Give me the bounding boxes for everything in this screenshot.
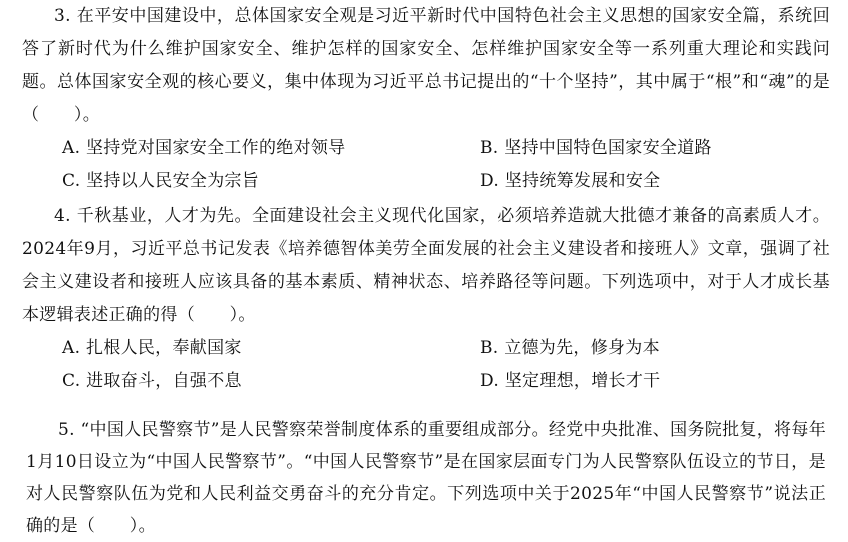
question-3-text: 3. 在平安中国建设中，总体国家安全观是习近平新时代中国特色社会主义思想的国家安全篇，系统回答了新时代为什么维护国家安全、维护怎样的国家安全、怎样维护国家安全等一系列重大理论和实践问题。总体国家安全观的核心要义，集中体现为习近平总书记提出的“十个坚持”，其中属于“根”和“魂”的是（ ）。 bbox=[22, 6, 830, 125]
option-c: C. 坚持以人民安全为宗旨 bbox=[62, 171, 260, 191]
option-a: A. 扎根人民，奉献国家 bbox=[62, 338, 242, 358]
question-4 bbox=[22, 200, 830, 398]
question-5 bbox=[26, 414, 826, 542]
question-3-options bbox=[22, 132, 830, 198]
option-d: D. 坚持统筹发展和安全 bbox=[480, 171, 661, 191]
option-d: D. 坚定理想，增长才干 bbox=[480, 371, 661, 391]
option-a: A. 坚持党对国家安全工作的绝对领导 bbox=[62, 138, 346, 158]
option-b: B. 立德为先，修身为本 bbox=[480, 338, 660, 358]
question-4-text: 4. 千秋基业，人才为先。全面建设社会主义现代化国家，必须培养造就大批德才兼备的高素质人才。2024年9月，习近平总书记发表《培养德智体美劳全面发展的社会主义建设者和接班人》文章，强调了社会主义建设者和接班人应该具备的基本素质、精神状态、培养路径等问题。下列选项中，对于人才成长基本逻辑表述正确的得（ ）。 bbox=[22, 206, 830, 325]
question-5-text: 5. “中国人民警察节”是人民警察荣誉制度体系的重要组成部分。经党中央批准、国务院批复，将每年1月10日设立为“中国人民警察节”。“中国人民警察节”是在国家层面专门为人民警察队伍设立的节日，是对人民警察队伍为党和人民利益交勇奋斗的充分肯定。下列选项中关于2025年“中国人民警察节”说法正确的是（ ）。 bbox=[26, 420, 826, 536]
option-c: C. 进取奋斗，自强不息 bbox=[62, 371, 242, 391]
question-4-options bbox=[22, 332, 830, 398]
question-3 bbox=[22, 0, 830, 198]
question-4-stem bbox=[22, 200, 830, 332]
option-b: B. 坚持中国特色国家安全道路 bbox=[480, 138, 712, 158]
question-3-stem bbox=[22, 0, 830, 132]
question-5-stem bbox=[26, 414, 826, 542]
